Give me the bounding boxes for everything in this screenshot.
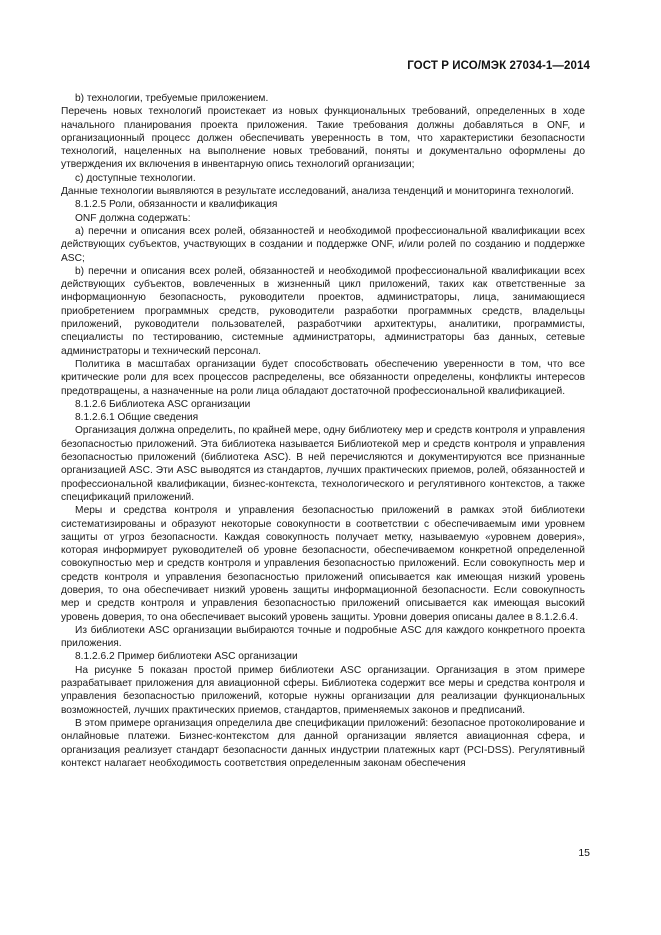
paragraph: a) перечни и описания всех ролей, обязанностей и необходимой профессиональной квалификации всех действующих субъектов, участвующих в создании и поддержке ONF, и/или ролей по созданию и поддержке ASC; bbox=[61, 225, 585, 264]
page-number: 15 bbox=[578, 847, 590, 859]
paragraph: Организация должна определить, по крайней мере, одну библиотеку мер и средств контроля и управления безопасностью приложений. Эта библиотека называется Библиотекой мер и средств контроля и управления безопасностью приложений (библиотека ASC). В ней перечисляются и документируются все признанные организацией ASC. Эти ASC выводятся из стандартов, лучших практических приемов, ролей, обязанностей и профессиональной квалификации, бизнес-контекста, технологического и регулятивного контекстов, а также спецификаций приложений. bbox=[61, 425, 585, 503]
paragraph: Меры и средства контроля и управления безопасностью приложений в рамках этой библиотеки систематизированы и образуют некоторые совокупности в соответствии с обеспечиваемым ими уровнем защиты от угроз безопасности. Каждая совокупность получает метку, называемую «уровнем доверия», которая информирует руководителей об уровне безопасности, обеспечиваемом конкретной определенной совокупностью мер и средств контроля и управления безопасностью приложений. Если совокупность мер и средств контроля и управления безопасностью приложений описывается как имеющая низкий уровень доверия, то она обеспечивает низкий уровень защиты информационной безопасности. Если совокупность мер и средств контроля и управления безопасностью приложений описывается как имеющая высокий уровень доверия, то она обеспечивает высокий уровень защиты. Уровни доверия описаны далее в 8.1.2.6.4. bbox=[61, 505, 585, 623]
paragraph: 8.1.2.6 Библиотека ASC организации bbox=[75, 398, 251, 410]
paragraph: b) перечни и описания всех ролей, обязанностей и необходимой профессиональной квалификации всех действующих субъектов, вовлеченных в жизненный цикл приложений, таких как ответственные за информационную безопасность, руководители проектов, администраторы, лица, занимающиеся приобретением программных средств, руководители разработки программных средств, владельцы приложений, руководители пользователей, разработчики архитектуры, аналитики, программисты, специалисты по тестированию, системные администраторы, администраторы баз данных, сетевые администраторы и технический персонал. bbox=[61, 265, 585, 357]
paragraph: 8.1.2.5 Роли, обязанности и квалификация bbox=[75, 199, 278, 211]
standard-code-header: ГОСТ Р ИСО/МЭК 27034-1—2014 bbox=[407, 60, 590, 72]
paragraph: b) технологии, требуемые приложением. bbox=[75, 93, 269, 104]
paragraph: Из библиотеки ASC организации выбираются точные и подробные ASC для каждого конкретного проекта приложения. bbox=[61, 624, 585, 650]
paragraph: В этом примере организация определила две спецификации приложений: безопасное протоколирование и онлайновые платежи. Бизнес-контекстом для данной организации является авиационная сфера, и организация реализует стандарт безопасности данных индустрии платежных карт (PCI-DSS). Регулятивный контекст налагает необходимость соответствия определенным законам обеспечения bbox=[61, 717, 585, 769]
document-body bbox=[61, 92, 585, 770]
paragraph: Политика в масштабах организации будет способствовать обеспечению уверенности в том, что все критические роли для всех процессов распределены, все обязанности определены, конфликты интересов предотвращены, а назначенные на роли лица обладают достаточной профессиональной квалификацией. bbox=[61, 358, 585, 397]
paragraph: ONF должна содержать: bbox=[75, 212, 191, 224]
paragraph: Перечень новых технологий проистекает из новых функциональных требований, определенных в ходе начального планирования проекта приложения. Такие требования должны добавляться в ONF, и организационный процесс должен обеспечивать уверенность в том, что характеристики безопасности технологий, нацеленных на выполнение новых требований, поняты и документально оформлены до утверждения их включения в инвентарную опись технологий организации; bbox=[61, 106, 585, 171]
paragraph: Данные технологии выявляются в результате исследований, анализа тенденций и мониторинга технологий. bbox=[61, 186, 574, 198]
paragraph: 8.1.2.6.2 Пример библиотеки ASC организации bbox=[75, 651, 298, 663]
paragraph: 8.1.2.6.1 Общие сведения bbox=[75, 412, 199, 424]
paragraph: На рисунке 5 показан простой пример библиотеки ASC организации. Организация в этом примере разрабатывает приложения для авиационной сферы. Библиотека содержит все меры и средства контроля и управления безопасностью приложений, которые нужны организации для реализации функциональных возможностей, лучших практических приемов, стандартов, применяемых законов и предписаний. bbox=[61, 664, 585, 716]
paragraph: c) доступные технологии. bbox=[75, 172, 196, 184]
